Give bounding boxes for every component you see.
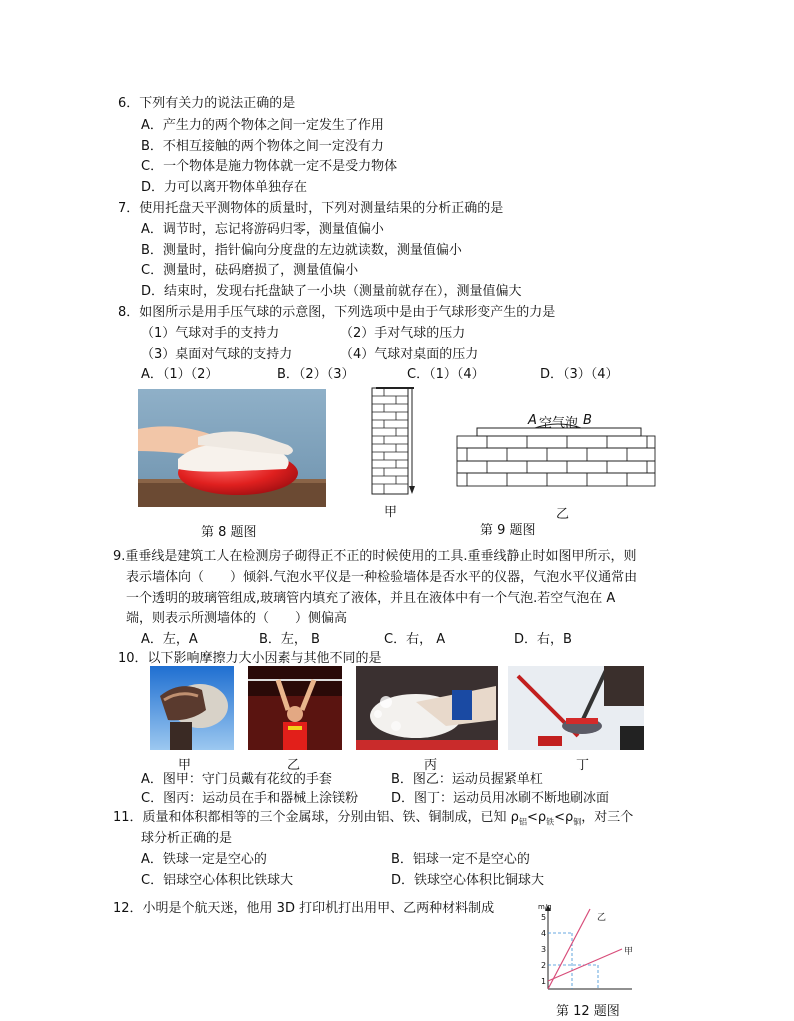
q8-choice-c: C．（1）（4） [407, 367, 485, 382]
q12-ytick-4: 4 [541, 929, 547, 938]
q8-choice-d: D．（3）（4） [540, 367, 619, 382]
q9-choice-b: B．左， B [259, 632, 320, 647]
q8-choice-a: A．（1）（2） [141, 367, 219, 382]
q10-stem: 10．以下影响摩擦力大小因素与其他不同的是 [118, 651, 382, 666]
fig9-bubble-label: 空气泡 [539, 416, 579, 431]
balloon-photo [138, 389, 326, 507]
curling-photo [508, 666, 644, 750]
q8-item-2: （2）手对气球的压力 [340, 326, 466, 341]
q10-option-a: A．图甲：守门员戴有花纹的手套 [141, 772, 332, 787]
q12-ytick-1: 1 [541, 977, 547, 986]
fig9-caption: 第 9 题图 [480, 523, 536, 538]
chalk-hand-photo [356, 666, 498, 750]
q12-ytick-2: 2 [541, 961, 547, 970]
q7-option-c: C．测量时，砝码磨损了，测量值偏小 [141, 263, 359, 278]
q9-line-3: 一个透明的玻璃管组成,玻璃管内填充了液体，并且在液体中有一个气泡.若空气泡在 A [126, 591, 616, 606]
q10-option-c: C．图丙：运动员在手和器械上涂镁粉 [141, 791, 359, 806]
q8-stem: 8．如图所示是用手压气球的示意图，下列选项中是由于气球形变产生的力是 [118, 305, 556, 320]
q6-option-a: A．产生力的两个物体之间一定发生了作用 [141, 118, 384, 133]
fig9-jia-label: 甲 [384, 505, 398, 520]
q7-stem: 7．使用托盘天平测物体的质量时，下列对测量结果的分析正确的是 [118, 201, 504, 216]
q6-option-c: C．一个物体是施力物体就一定不是受力物体 [141, 159, 398, 174]
q6-stem: 6．下列有关力的说法正确的是 [118, 96, 296, 111]
q11-option-b: B．铝球一定不是空心的 [391, 852, 530, 867]
q12-caption: 第 12 题图 [556, 1004, 620, 1019]
q12-ytick-3: 3 [541, 945, 547, 954]
q9-line-2: 表示墙体向（ ）倾斜.气泡水平仪是一种检验墙体是否水平的仪器，气泡水平仪通常由 [126, 570, 638, 585]
fig9-yi-label: 乙 [556, 507, 570, 522]
q8-choice-b: B．（2）（3） [277, 367, 355, 382]
q12-ylabel: m/g [538, 903, 552, 911]
q12-line-jia-label: 甲 [624, 947, 634, 957]
q9-choice-d: D．右，B [514, 632, 572, 647]
q11-stem-line-1: 11．质量和体积都相等的三个金属球，分别由铝、铁、铜制成，已知 $\rho_铝<\rho_铁<\rho_铜$，对三个 [113, 810, 634, 827]
q11-option-c: C．铝球空心体积比铁球大 [141, 873, 294, 888]
q8-item-4: （4）气球对桌面的压力 [340, 347, 479, 362]
fig8-caption: 第 8 题图 [201, 525, 257, 540]
q10-label-yi: 乙 [287, 758, 301, 773]
q10-label-bing: 丙 [424, 758, 438, 773]
fig9-label-a: A [528, 413, 537, 428]
q6-option-d: D．力可以离开物体单独存在 [141, 180, 308, 195]
q7-option-d: D．结束时，发现右托盘缺了一小块（测量前就存在），测量值偏大 [141, 284, 522, 299]
q10-option-d: D．图丁：运动员用冰刷不断地刷冰面 [391, 791, 610, 806]
q9-line-4: 端，则表示所测墙体的（ ）侧偏高 [126, 611, 348, 626]
q12-line-yi-label: 乙 [597, 913, 607, 923]
q7-option-b: B．测量时，指针偏向分度盘的左边就读数，测量值偏小 [141, 243, 462, 258]
q11-option-d: D．铁球空心体积比铜球大 [391, 873, 545, 888]
q8-item-1: （1）气球对手的支持力 [141, 326, 280, 341]
q10-option-b: B．图乙：运动员握紧单杠 [391, 772, 543, 787]
q9-choice-a: A．左，A [141, 632, 198, 647]
q12-ytick-5: 5 [541, 913, 547, 922]
fig9-label-b: B [583, 413, 592, 428]
q7-option-a: A．调节时，忘记将游码归零，测量值偏小 [141, 222, 384, 237]
q12-stem: 12．小明是个航天迷，他用 3D 打印机打出用甲、乙两种材料制成 [113, 901, 495, 916]
q9-choice-c: C．右， A [384, 632, 446, 647]
q8-item-3: （3）桌面对气球的支持力 [141, 347, 293, 362]
q11-option-a: A．铁球一定是空心的 [141, 852, 267, 867]
q9-line-1: 9.重垂线是建筑工人在检测房子砌得正不正的时候使用的工具.重垂线静止时如图甲所示，则 [113, 549, 637, 564]
gymnast-bar-photo [248, 666, 342, 750]
goalkeeper-glove-photo [150, 666, 234, 750]
q11-stem-line-2: 球分析正确的是 [141, 831, 233, 846]
plumb-line-figure [370, 386, 418, 498]
q10-label-ding: 丁 [576, 758, 590, 773]
q6-option-b: B．不相互接触的两个物体之间一定没有力 [141, 139, 384, 154]
q10-label-jia: 甲 [178, 758, 192, 773]
